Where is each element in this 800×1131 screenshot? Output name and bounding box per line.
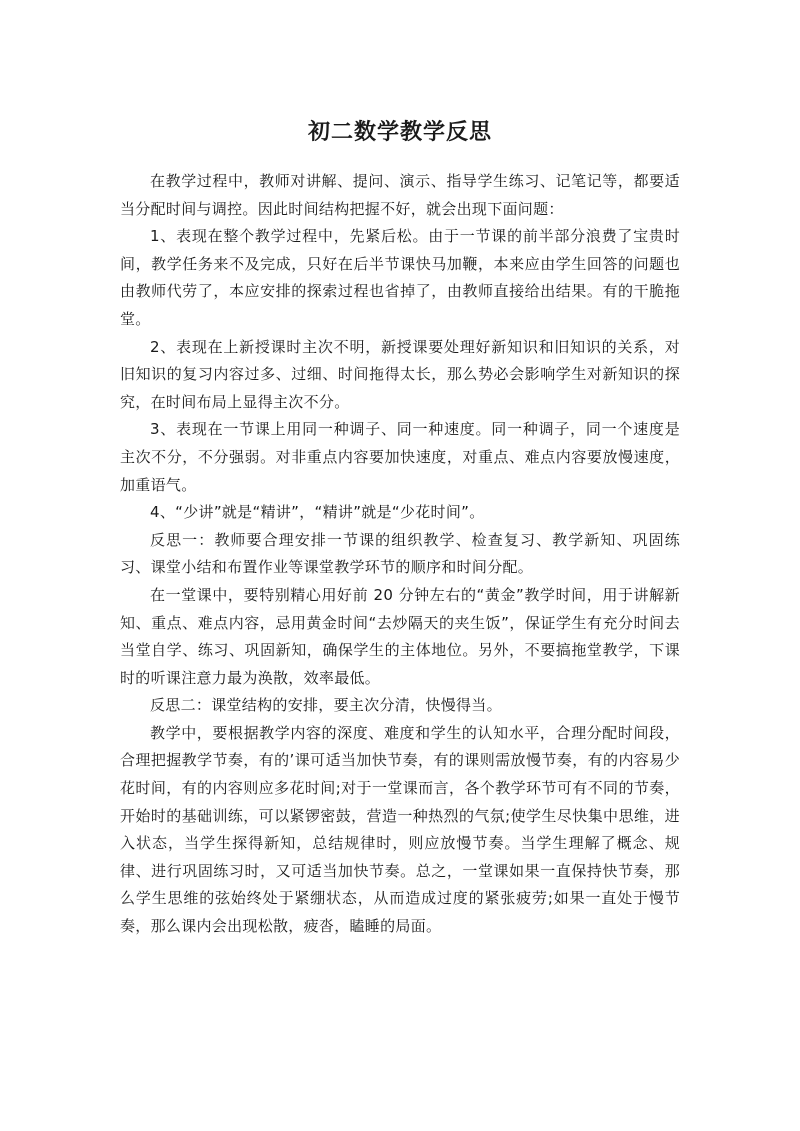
document-title: 初二数学教学反思 bbox=[307, 120, 492, 145]
paragraph-intro: 在教学过程中，教师对讲解、提问、演示、指导学生练习、记笔记等，都要适当分配时间与调控。因此时间结构把握不好，就会出现下面问题： bbox=[120, 172, 680, 218]
paragraph-point-3: 3、表现在一节课上用同一种调子、同一种速度。同一种调子，同一个速度是主次不分，不分强弱。对非重点内容要加快速度，对重点、难点内容要放慢速度，加重语气。 bbox=[120, 420, 680, 494]
paragraph-point-2: 2、表现在上新授课时主次不明，新授课要处理好新知识和旧知识的关系，对旧知识的复习内容过多、过细、时间拖得太长，那么势必会影响学生对新知识的探究，在时间布局上显得主次不分。 bbox=[120, 337, 680, 411]
paragraph-reflection-1: 反思一：教师要合理安排一节课的组织教学、检查复习、教学新知、巩固练习、课堂小结和布置作业等课堂教学环节的顺序和时间分配。 bbox=[120, 530, 680, 577]
paragraph-point-1: 1、表现在整个教学过程中，先紧后松。由于一节课的前半部分浪费了宝贵时间，教学任务来不及完成，只好在后半节课快马加鞭，本来应由学生回答的问题也由教师代劳了，本应安排的探索过程也省掉了，由教师直接给出结果。有的干脆拖堂。 bbox=[120, 227, 680, 328]
paragraph-teaching-rhythm: 教学中，要根据教学内容的深度、难度和学生的认知水平，合理分配时间段，合理把握教学节奏，有的’课可适当加快节奏，有的课则需放慢节奏，有的内容易少花时间，有的内容则应多花时间;对于一堂课而言，各个教学环节可有不同的节奏，开始时的基础训练，可以紧锣密鼓，营造一种热烈的气氛;使学生尽快集中思维，进入状态，当学生探得新知，总结规律时，则应放慢节奏。当学生理解了概念、规律、进行巩固练习时，又可适当加快节奏。总之，一堂课如果一直保持快节奏，那么学生思维的弦始终处于紧绷状态，从而造成过度的紧张疲劳;如果一直处于慢节奏，那么课内会出现松散，疲沓，瞌睡的局面。 bbox=[120, 723, 680, 936]
paragraph-golden-time: 在一堂课中，要特别精心用好前 20 分钟左右的“黄金”教学时间，用于讲解新知、重点、难点内容，忌用黄金时间“去炒隔天的夹生饭”，保证学生有充分时间去当堂自学、练习、巩固新知，确保学生的主体地位。另外，不要搞拖堂教学，下课时的听课注意力最为涣散，效率最低。 bbox=[120, 585, 680, 687]
paragraph-reflection-2: 反思二：课堂结构的安排，要主次分清，快慢得当。 bbox=[150, 696, 502, 715]
paragraph-point-4: 4、“少讲”就是“精讲”，“精讲”就是“少花时间”。 bbox=[150, 503, 485, 522]
document-page bbox=[120, 118, 680, 941]
